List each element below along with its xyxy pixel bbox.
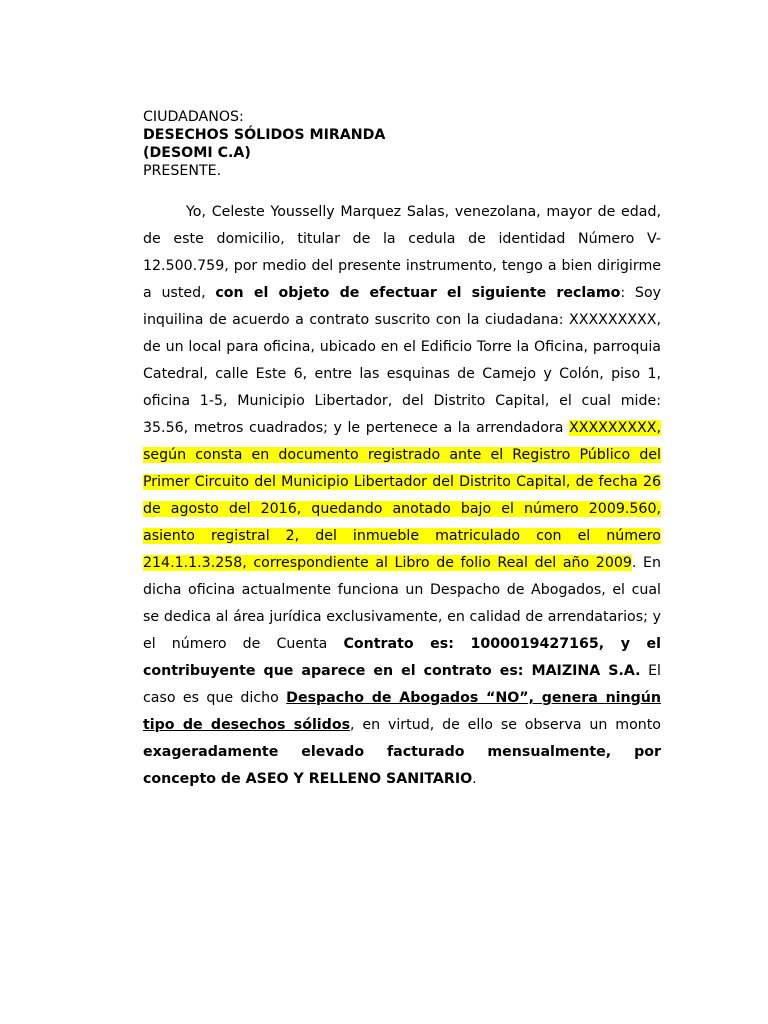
body-text-4: El caso es que dicho (143, 663, 661, 706)
body-text-5: , en virtud, de ello se observa un monto (350, 717, 661, 733)
salutation: CIUDADANOS: (143, 109, 244, 125)
letter-body (143, 199, 661, 793)
letter-page (143, 108, 661, 793)
body-text-3: . En dicha oficina actualmente funciona un Despacho de Abogados, el cual se dedica al área jurídica exclusivamente, en calidad de arrendatarios; y el número de Cuenta (143, 555, 661, 652)
letter-header (143, 108, 661, 180)
recipient-acronym: (DESOMI C.A) (143, 145, 251, 161)
body-text-1: Yo, Celeste Yousselly Marquez Salas, venezolana, mayor de edad, de este domicilio, titular de la cedula de identidad Número V-12.500.759, por medio del presente instrumento, tengo a bien dirigirme a usted, (143, 204, 661, 301)
body-text-2: : Soy inquilina de acuerdo a contrato suscrito con la ciudadana: XXXXXXXXX, de un local para oficina, ubicado en el Edificio Torre la Oficina, parroquia Catedral, calle Este 6, entre las esquinas de Camejo y Colón, piso 1, oficina 1-5, Municipio Libertador, del Distrito Capital, el cual mide: 35.56, metros cuadrados; y le pertenece a la arrendadora (143, 285, 662, 436)
body-bold-contrato: Contrato es: 1000019427165, y el contribuyente que aparece en el contrato es: MAIZINA S.A. (143, 636, 661, 679)
body-bold-underline-despacho: Despacho de Abogados “NO”, genera ningún tipo de desechos sólidos (143, 690, 662, 733)
body-bold-monto: exageradamente elevado facturado mensualmente, por concepto de ASEO Y RELLENO SANITARIO (143, 744, 661, 787)
body-text-6: . (472, 771, 477, 787)
body-paragraph (143, 199, 661, 793)
highlighted-registry-text: XXXXXXXXX, según consta en documento registrado ante el Registro Público del Primer Circuito del Municipio Libertador del Distrito Capital, de fecha 26 de agosto del 2016, quedando anotado bajo el número 2009.560, asiento registral 2, del inmueble matriculado con el número 214.1.1.3.258, correspondiente al Libro de folio Real del año 2009 (143, 420, 661, 571)
presente-line: PRESENTE. (143, 163, 222, 179)
body-bold-objeto: con el objeto de efectuar el siguiente reclamo (215, 285, 621, 301)
recipient-name: DESECHOS SÓLIDOS MIRANDA (143, 127, 386, 143)
